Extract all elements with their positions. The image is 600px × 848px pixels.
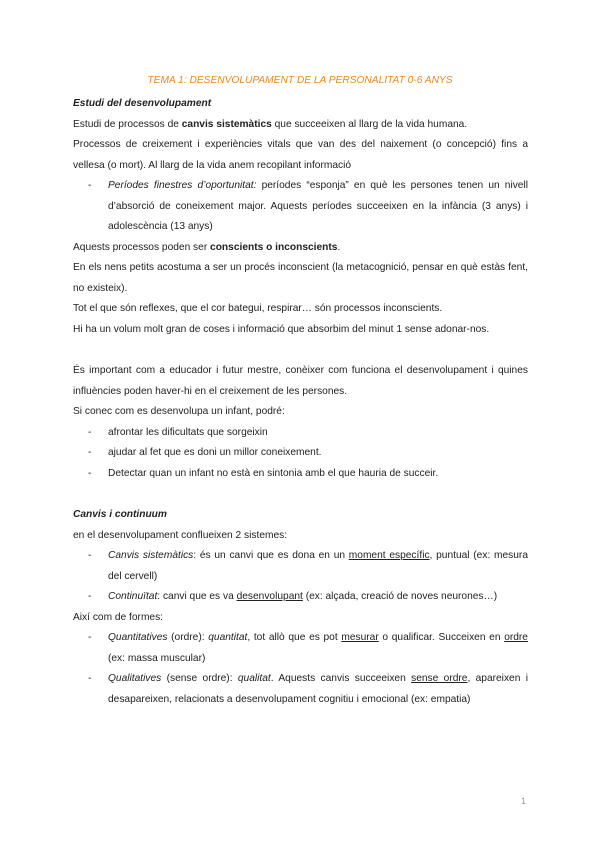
page-number: 1 xyxy=(521,796,527,806)
text-run: : és un canvi que es dona en un xyxy=(193,550,349,561)
section-heading-estudi: Estudi del desenvolupament xyxy=(73,98,212,109)
text-run: (ex: massa muscular) xyxy=(108,652,206,664)
bullet-item xyxy=(73,546,528,587)
paragraph: És important com a educador i futur mestre, conèixer com funciona el desenvolupament i quines influències poden haver-hi en el creixement de les persones. xyxy=(73,365,528,397)
text-run: . Aquests canvis succeeixen xyxy=(270,673,412,684)
text-run: : canvi que es va xyxy=(157,591,237,602)
paragraph: Si conec com es desenvolupa un infant, podré: xyxy=(73,406,285,417)
bullet-item xyxy=(73,176,528,238)
dash-bullet: - xyxy=(88,426,92,438)
underlined-text: mesurar xyxy=(341,632,379,643)
italic-term: Períodes finestres d’oportunitat: xyxy=(108,180,257,191)
text-run: que succeeixen al llarg de la vida humana. xyxy=(271,118,468,130)
paragraph: en el desenvolupament conflueixen 2 sistemes: xyxy=(73,529,288,541)
italic-term: Continuïtat xyxy=(108,591,158,602)
text-run: períodes “esponja” en què les persones tenen un nivell d’absorció de coneixement major. Aquests períodes succeeixen en la infància (3 anys) i adolescència (13 anys) xyxy=(108,180,528,232)
text-run: Aquests processos poden ser xyxy=(73,241,211,253)
paragraph xyxy=(73,115,528,136)
list-item xyxy=(73,423,528,444)
text-run: (ex: alçada, creació de noves neurones…) xyxy=(302,591,498,602)
italic-term: Canvis sistemàtics xyxy=(108,550,194,561)
text-run: , apareixen i desapareixen, relacionats a desenvolupament cognitiu i emocional (ex: empatia) xyxy=(108,673,528,705)
text-run: (sense ordre): xyxy=(161,673,238,684)
paragraph: Així com de formes: xyxy=(73,611,164,623)
section-heading-canvis: Canvis i continuum xyxy=(73,509,167,520)
list-item-text: afrontar les dificultats que sorgeixin xyxy=(108,426,268,438)
paragraph xyxy=(73,238,528,259)
paragraph: En els nens petits acostuma a ser un procés inconscient (la metacognició, pensar en què estàs fent, no existeix). xyxy=(73,262,528,294)
dash-bullet: - xyxy=(88,632,92,643)
dash-bullet: - xyxy=(88,591,92,602)
bullet-item xyxy=(73,587,528,608)
text-run: , puntual (ex: mesura del cervell) xyxy=(108,550,528,582)
text-run: (ordre): xyxy=(167,632,209,643)
list-item xyxy=(73,443,528,464)
list-item-text: Detectar quan un infant no està en sintonia amb el que hauria de succeir. xyxy=(108,467,439,479)
underlined-text: sense ordre xyxy=(411,673,468,684)
italic-term: Quantitatives xyxy=(108,632,168,643)
spacer xyxy=(73,484,528,505)
paragraph: Processos de creixement i experiències vitals que van des del naixement (o concepció) fins a vellesa (o mort). Al llarg de la vida anem recopilant informació xyxy=(73,139,528,171)
list-item xyxy=(73,464,528,485)
dash-bullet: - xyxy=(88,467,92,479)
document-title: TEMA 1: DESENVOLUPAMENT DE LA PERSONALITAT 0-6 ANYS xyxy=(147,75,453,86)
list-item-text: ajudar al fet que es doni un millor coneixement. xyxy=(108,447,322,458)
bold-text: conscients o inconscients xyxy=(210,241,338,253)
italic-term: qualitat xyxy=(237,673,271,684)
dash-bullet: - xyxy=(88,180,92,191)
bullet-item xyxy=(73,669,528,710)
paragraph: Hi ha un volum molt gran de coses i informació que absorbim del minut 1 sense adonar-nos. xyxy=(73,323,490,335)
dash-bullet: - xyxy=(88,550,92,561)
paragraph: Tot el que són reflexes, que el cor bategui, respirar… són processos inconscients. xyxy=(73,303,443,314)
dash-bullet: - xyxy=(88,447,92,458)
italic-term: Qualitatives xyxy=(108,673,162,684)
italic-term: quantitat xyxy=(208,632,248,643)
underlined-text: moment específic xyxy=(348,550,430,561)
text-run: . xyxy=(337,241,341,253)
dash-bullet: - xyxy=(88,673,92,684)
text-run: o qualificar. Succeixen en xyxy=(378,632,505,643)
text-run: , tot allò que es pot xyxy=(247,632,342,643)
document-body xyxy=(73,94,528,710)
bullet-item xyxy=(73,628,528,669)
spacer xyxy=(73,340,528,361)
underlined-text: desenvolupant xyxy=(236,591,303,602)
text-run: Estudi de processos de xyxy=(73,118,182,130)
bold-text: canvis sistemàtics xyxy=(181,118,272,130)
underlined-text: ordre xyxy=(504,632,528,643)
